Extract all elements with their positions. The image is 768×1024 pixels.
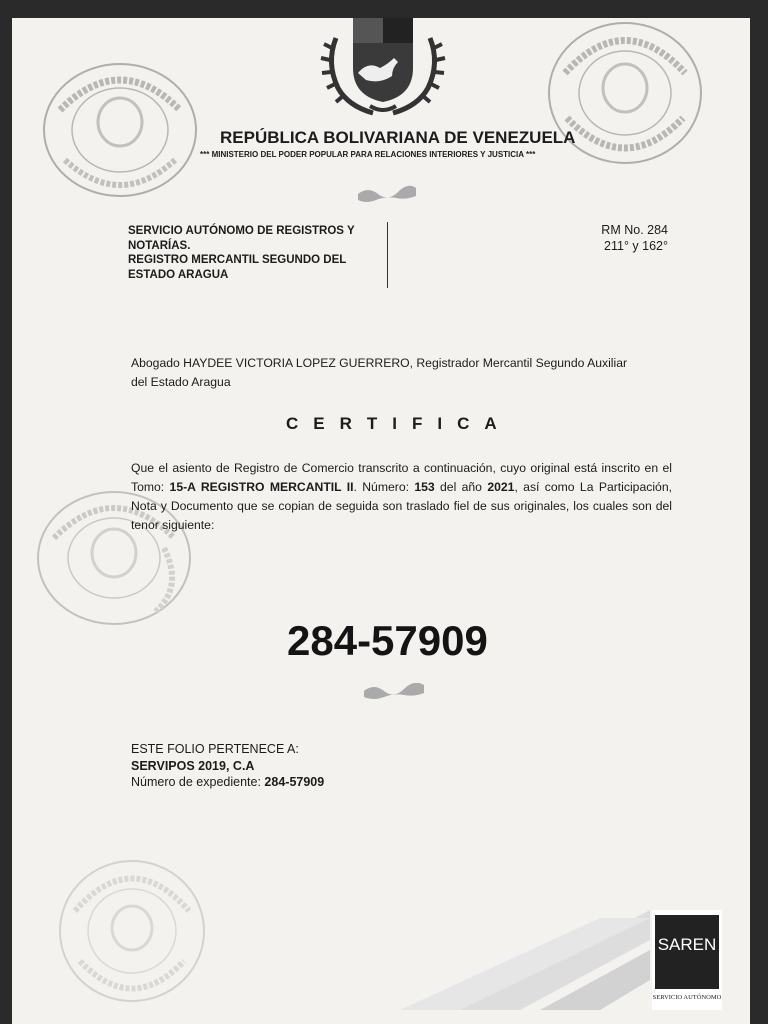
page-title: REPÚBLICA BOLIVARIANA DE VENEZUELA — [220, 128, 576, 147]
office-block — [128, 224, 378, 282]
official-stamp-bottom-left — [55, 856, 210, 1006]
flag-ribbon-icon — [356, 184, 418, 207]
body-text-2: . Número: — [353, 480, 415, 494]
office-line-2: NOTARÍAS. — [128, 239, 191, 252]
office-line-4: ESTADO ARAGUA — [128, 268, 229, 281]
coat-of-arms-icon — [318, 18, 448, 133]
ministry-subtitle: *** MINISTERIO DEL PODER POPULAR PARA RELACIONES INTERIORES Y JUSTICIA *** — [200, 150, 536, 159]
certification-paragraph — [131, 459, 672, 535]
saren-subtitle: SERVICIO AUTÓNOMO — [652, 994, 722, 1001]
certifica-heading: CERTIFICA — [286, 414, 512, 433]
expediente-label: Número de expediente: — [131, 775, 265, 789]
saren-logo — [652, 910, 722, 1010]
expediente-value: 284-57909 — [264, 775, 325, 789]
registrar-paragraph — [131, 354, 672, 392]
flag-ribbon-icon-2 — [362, 683, 426, 704]
numero-value: 153 — [414, 480, 435, 494]
expediente-number-large: 284-57909 — [287, 617, 488, 664]
rm-number: RM No. 284 — [601, 223, 668, 237]
office-line-1: SERVICIO AUTÓNOMO DE REGISTROS Y — [128, 225, 355, 237]
official-stamp-top-left — [40, 60, 200, 200]
office-line-3: REGISTRO MERCANTIL SEGUNDO DEL — [128, 254, 347, 266]
folio-block — [131, 741, 324, 791]
body-text-4: , así como La Participación, Nota y Documento que se copian de seguida son traslado fiel de sus originales, los cuales son del tenor siguiente: — [131, 480, 672, 532]
rm-years: 211° y 162° — [604, 239, 668, 253]
folio-label: ESTE FOLIO PERTENECE A: — [131, 742, 299, 756]
saren-logo-text: SAREN — [657, 935, 717, 954]
body-text-3: del año — [434, 480, 488, 494]
divider-line — [387, 222, 388, 288]
body-text-1: Que el asiento de Registro de Comercio transcrito a continuación, cuyo original está inscrito en el Tomo: — [131, 461, 672, 494]
registrar-line-2: del Estado Aragua — [131, 375, 231, 389]
decorative-stripes — [400, 910, 650, 1010]
anio-value: 2021 — [487, 480, 515, 494]
tomo-value: 15-A REGISTRO MERCANTIL II — [169, 480, 354, 494]
company-name: SERVIPOS 2019, C.A — [131, 758, 255, 773]
registry-reference — [601, 222, 668, 254]
registrar-line-1: Abogado HAYDEE VICTORIA LOPEZ GUERRERO, Registrador Mercantil Segundo Auxiliar — [131, 356, 628, 370]
